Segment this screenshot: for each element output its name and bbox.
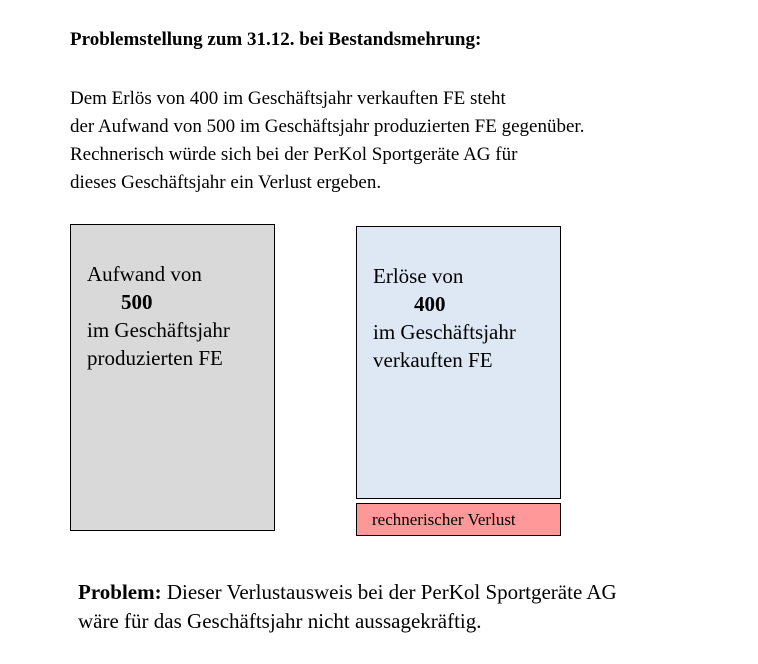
problem-line-2: wäre für das Geschäftsjahr nicht aussagekräftig. <box>78 609 482 633</box>
erloese-box <box>356 226 561 499</box>
aufwand-line4: produzierten FE <box>87 346 223 370</box>
aufwand-amount: 500 <box>121 290 153 314</box>
aufwand-label: Aufwand von <box>87 262 202 286</box>
intro-line: Dem Erlös von 400 im Geschäftsjahr verkauften FE steht <box>70 88 506 109</box>
erloese-amount: 400 <box>414 292 446 316</box>
erloese-line3: im Geschäftsjahr <box>373 320 516 344</box>
verlust-box <box>356 503 561 536</box>
intro-line: Rechnerisch würde sich bei der PerKol Sportgeräte AG für <box>70 144 518 165</box>
intro-text <box>70 85 584 197</box>
intro-line: dieses Geschäftsjahr ein Verlust ergeben. <box>70 172 382 193</box>
problem-line1-text: Dieser Verlustausweis bei der PerKol Sportgeräte AG <box>161 580 617 604</box>
problem-statement <box>78 578 617 636</box>
intro-line: der Aufwand von 500 im Geschäftsjahr produzierten FE gegenüber. <box>70 116 585 137</box>
page-title: Problemstellung zum 31.12. bei Bestandsmehrung: <box>70 29 482 50</box>
erloese-line4: verkauften FE <box>373 348 493 372</box>
aufwand-line3: im Geschäftsjahr <box>87 318 230 342</box>
verlust-label: rechnerischer Verlust <box>372 510 516 529</box>
aufwand-box <box>70 224 275 531</box>
erloese-label: Erlöse von <box>373 264 464 288</box>
aufwand-box-text <box>87 260 230 372</box>
problem-line-1 <box>78 578 617 607</box>
erloese-box-text <box>373 262 516 374</box>
problem-prefix: Problem: <box>78 580 162 604</box>
